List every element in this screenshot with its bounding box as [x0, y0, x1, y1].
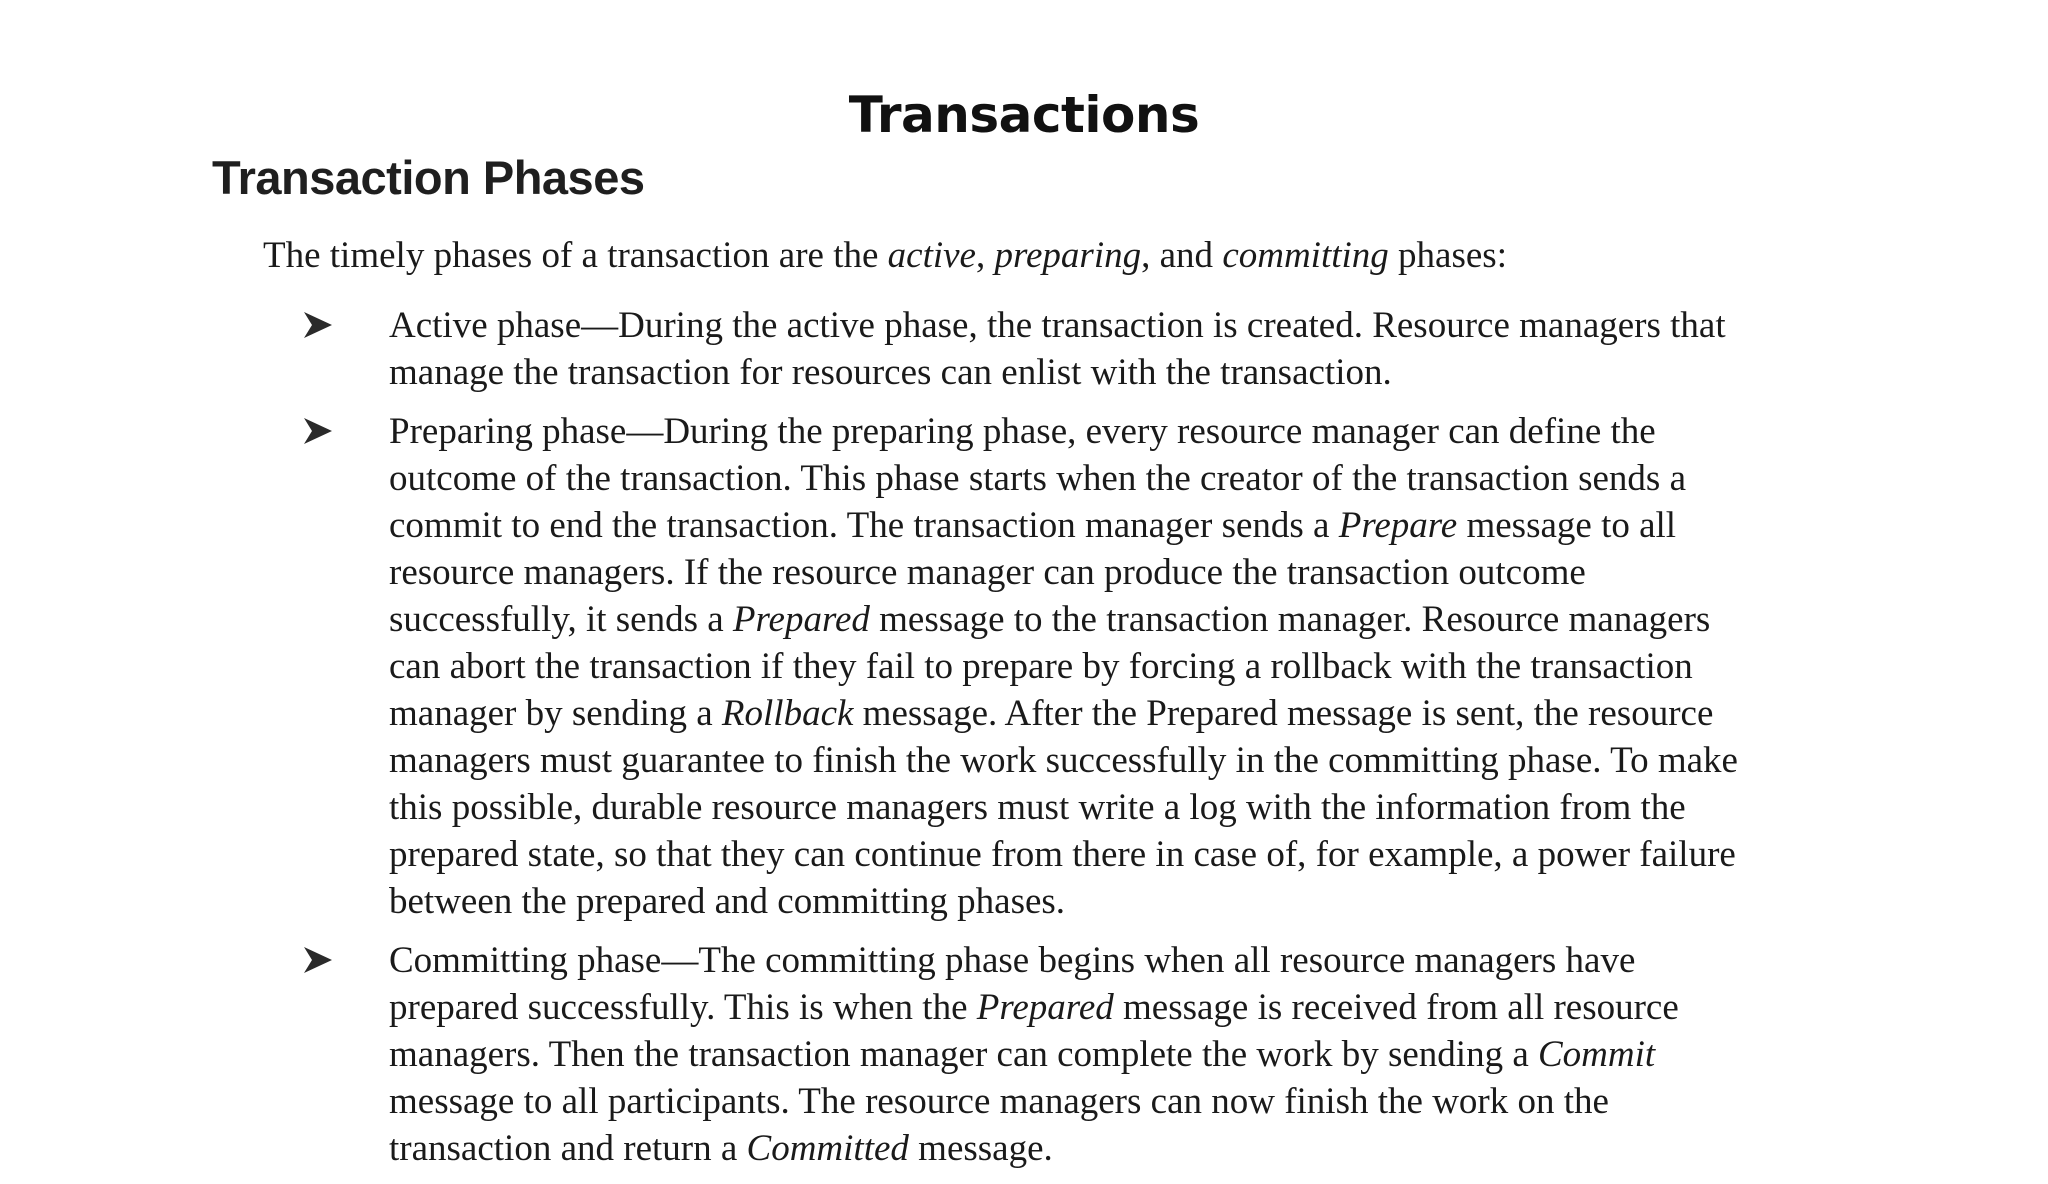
phase-text: message is received from all resource managers. Then the transaction manager can complete the work by sending a: [389, 987, 1679, 1075]
rollback-term: Rollback: [721, 693, 854, 734]
phase-text: message to all participants. The resource managers can now finish the work on the transaction and return a: [389, 1081, 1609, 1169]
phase-text: message to all resource managers. If the resource manager can produce the transaction outcome successfully, it sends a: [389, 505, 1677, 640]
phase-text: message. After the Prepared message is sent, the resource managers must guarantee to finish the work successfully in the committing phase. To make this possible, durable resource managers must write a log with the information from the prepared state, so that they can continue from there in case of, for example, a power failure between the prepared and committing phases.: [389, 693, 1738, 922]
intro-active-term: active: [887, 235, 976, 276]
phase-text: Preparing phase—During the preparing phase, every resource manager can define the outcome of the transaction. This phase starts when the creator of the transaction sends a commit to end the transaction. The transaction manager sends a: [389, 411, 1686, 546]
phase-text: Active phase—During the active phase, the transaction is created. Resource managers that manage the transaction for resources can enlist with the transaction.: [389, 305, 1726, 393]
section-heading: Transaction Phases: [212, 151, 645, 204]
phase-text: message.: [908, 1128, 1053, 1169]
intro-text: The timely phases of a transaction are the: [263, 235, 888, 276]
commit-term: Commit: [1538, 1034, 1656, 1075]
phase-list: [304, 302, 1764, 1184]
prepared-term: Prepared: [976, 987, 1114, 1028]
committed-term: Committed: [746, 1128, 909, 1169]
slide-title: Transactions: [848, 86, 1200, 144]
intro-text: phases:: [1388, 235, 1507, 276]
arrow-icon: [304, 947, 332, 973]
phase-text: Committing phase—The committing phase begins when all resource managers have prepared successfully. This is when the: [389, 940, 1636, 1028]
intro-preparing-term: preparing: [994, 235, 1142, 276]
intro-committing-term: committing: [1222, 235, 1389, 276]
prepare-term: Prepare: [1338, 505, 1458, 546]
prepared-term: Prepared: [732, 599, 870, 640]
intro-paragraph: [263, 232, 1813, 279]
phase-text: message to the transaction manager. Resource managers can abort the transaction if they fail to prepare by forcing a rollback with the transaction manager by sending a: [389, 599, 1711, 734]
phase-item-committing: [304, 937, 1764, 1172]
phase-item-preparing: [304, 408, 1764, 925]
arrow-icon: [304, 418, 332, 444]
arrow-icon: [304, 312, 332, 338]
phase-item-active: [304, 302, 1764, 396]
intro-separator: , and: [1141, 235, 1223, 276]
intro-separator: ,: [975, 235, 995, 276]
